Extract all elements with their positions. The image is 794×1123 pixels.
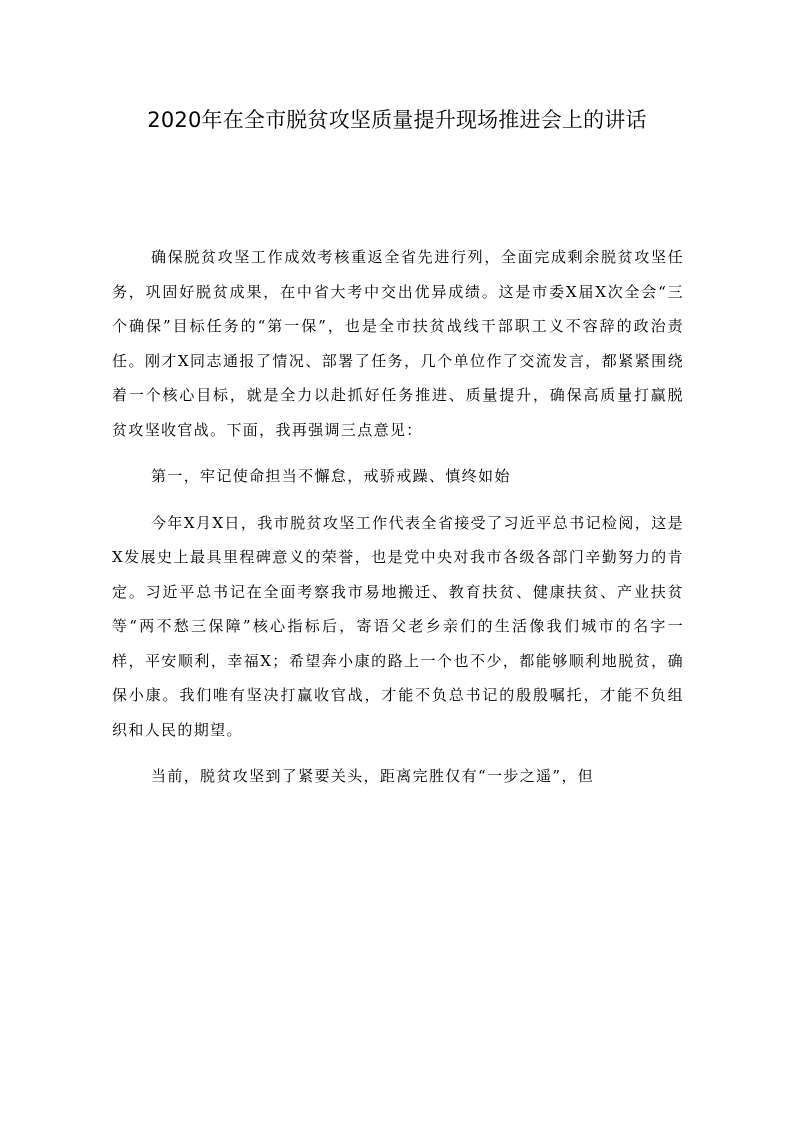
paragraph-inspection: 今年X月X日，我市脱贫攻坚工作代表全省接受了习近平总书记检阅，这是X发展史上最具里程碑意义的荣誉，也是党中央对我市各级各部门辛勤努力的肯定。习近平总书记在全面考察我市易地搬迁、教育扶贫、健康扶贫、产业扶贫等“两不愁三保障”核心指标后，寄语父老乡亲们的生活像我们城市的名字一样，平安顺利，幸福X；希望奔小康的路上一个也不少，都能够顺利地脱贫，确保小康。我们唯有坚决打赢收官战，才能不负总书记的殷殷嘱托，才能不负组织和人民的期望。 — [112, 513, 684, 739]
document-title: 2020年在全市脱贫攻坚质量提升现场推进会上的讲话 — [147, 108, 647, 132]
paragraph-intro: 确保脱贫攻坚工作成效考核重返全省先进行列，全面完成剩余脱贫攻坚任务，巩固好脱贫成果，在中省大考中交出优异成绩。这是市委X届X次全会“三个确保”目标任务的“第一保”，也是全市扶贫战线干部职工义不容辞的政治责任。刚才X同志通报了情况、部署了任务，几个单位作了交流发言，都紧紧围绕着一个核心目标，就是全力以赴抓好任务推进、质量提升，确保高质量打赢脱贫攻坚收官战。下面，我再强调三点意见： — [112, 248, 684, 439]
paragraph-current: 当前，脱贫攻坚到了紧要关头，距离完胜仅有“一步之遥”，但 — [151, 767, 595, 785]
document-body — [112, 240, 684, 794]
section-heading-first: 第一，牢记使命担当不懈怠，戒骄戒躁、慎终如始 — [151, 467, 511, 485]
